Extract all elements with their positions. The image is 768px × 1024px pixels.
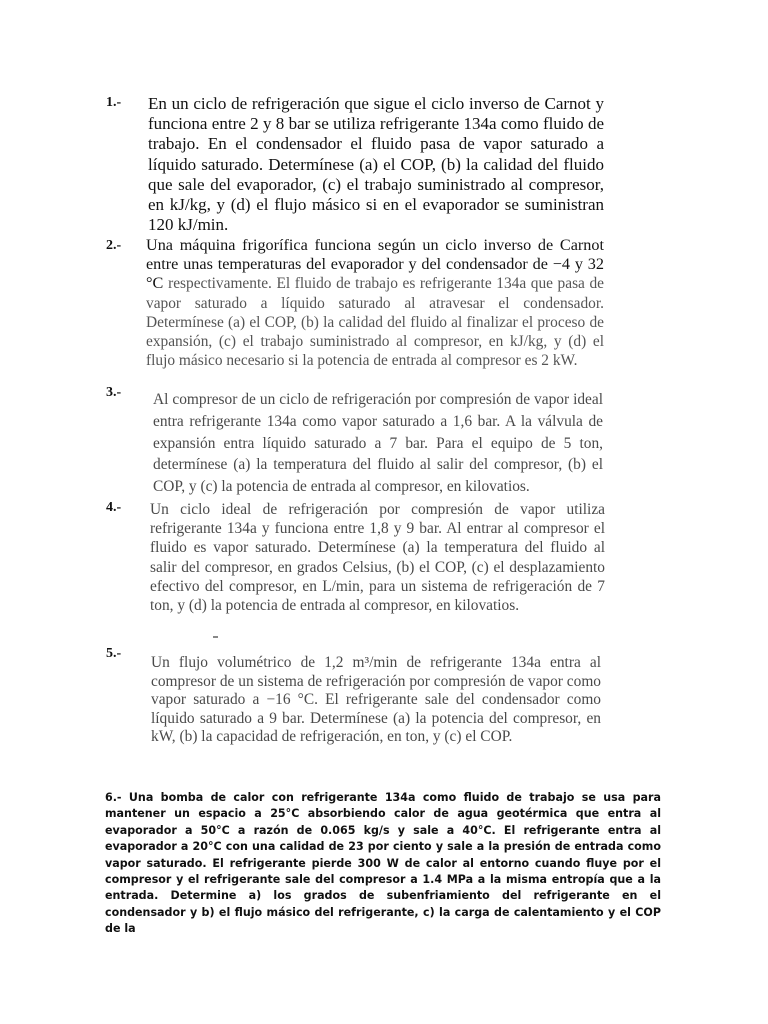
- problem-4-number: 4.-: [106, 500, 122, 515]
- problem-2-number: 2.-: [106, 238, 122, 253]
- problem-2-text: [146, 236, 604, 370]
- problem-3-text: Al compresor de un ciclo de refrigeración por compresión de vapor ideal entra refrigerante 134a como vapor saturado a 1,6 bar. A la válvula de expansión entra líquido saturado a 7 bar. Para el equipo de 5 ton, determínese (a) la temperatura del fluido al salir del compresor, (b) el COP, y (c) la potencia de entrada al compresor, en kilovatios.: [153, 391, 603, 496]
- problem-5-text: Un flujo volumétrico de 1,2 m³/min de refrigerante 134a entra al compresor de un sistema de refrigeración por compresión de vapor como vapor saturado a −16 °C. El refrigerante sale del condensador como líquido saturado a 9 bar. Determínese (a) la potencia del compresor, en kW, (b) la capacidad de refrigeración, en ton, y (c) el COP.: [151, 654, 601, 746]
- problem-5-number: 5.-: [106, 646, 122, 661]
- problem-1-text: En un ciclo de refrigeración que sigue el ciclo inverso de Carnot y funciona entre 2 y 8 bar se utiliza refrigerante 134a como fluido de trabajo. En el condensador el fluido pasa de vapor saturado a líquido saturado. Determínese (a) el COP, (b) la calidad del fluido que sale del evaporador, (c) el trabajo suministrado al compresor, en kJ/kg, y (d) el flujo másico si en el evaporador se suministran 120 kJ/min.: [148, 94, 604, 235]
- problem-1-number: 1.-: [106, 95, 122, 110]
- problem-6-text: 6.- Una bomba de calor con refrigerante 134a como fluido de trabajo se usa para mantener un espacio a 25°C absorbiendo calor de agua geotérmica que entra al evaporador a 50°C a razón de 0.065 kg/s y sale a 40°C. El refrigerante entra al evaporador a 20°C con una calidad de 23 por ciento y sale a la presión de entrada como vapor saturado. El refrigerante pierde 300 W de calor al entorno cuando fluye por el compresor y el refrigerante sale del compresor a 1.4 MPa a la misma entropía que a la entrada. Determine a) los grados de subenfriamiento del refrigerante en el condensador y b) el flujo másico del refrigerante, c) la carga de calentamiento y el COP de la: [105, 791, 661, 936]
- stray-mark: [213, 636, 218, 638]
- problem-4-text: Un ciclo ideal de refrigeración por compresión de vapor utiliza refrigerante 134a y funciona entre 1,8 y 9 bar. Al entrar al compresor el fluido es vapor saturado. Determínese (a) la temperatura del fluido al salir del compresor, en grados Celsius, (b) el COP, (c) el desplazamiento efectivo del compresor, en L/min, para un sistema de refrigeración de 7 ton, y (d) la potencia de entrada al compresor, en kilovatios.: [150, 501, 605, 615]
- problem-3-number: 3.-: [106, 385, 122, 400]
- problem-2-rest: respectivamente. El fluido de trabajo es refrigerante 134a que pasa de vapor saturado a líquido saturado al atravesar el condensador. Determínese (a) el COP, (b) la calidad del fluido al finalizar el proceso de expansión, (c) el trabajo suministrado al compresor, en kJ/kg, y (d) el flujo másico necesario si la potencia de entrada al compresor es 2 kW.: [146, 275, 605, 370]
- problem-2-lead: Una máquina frigorífica funciona según un ciclo inverso de Carnot entre unas temperaturas del evaporador y del condensador de −4 y 32 °C: [146, 236, 604, 293]
